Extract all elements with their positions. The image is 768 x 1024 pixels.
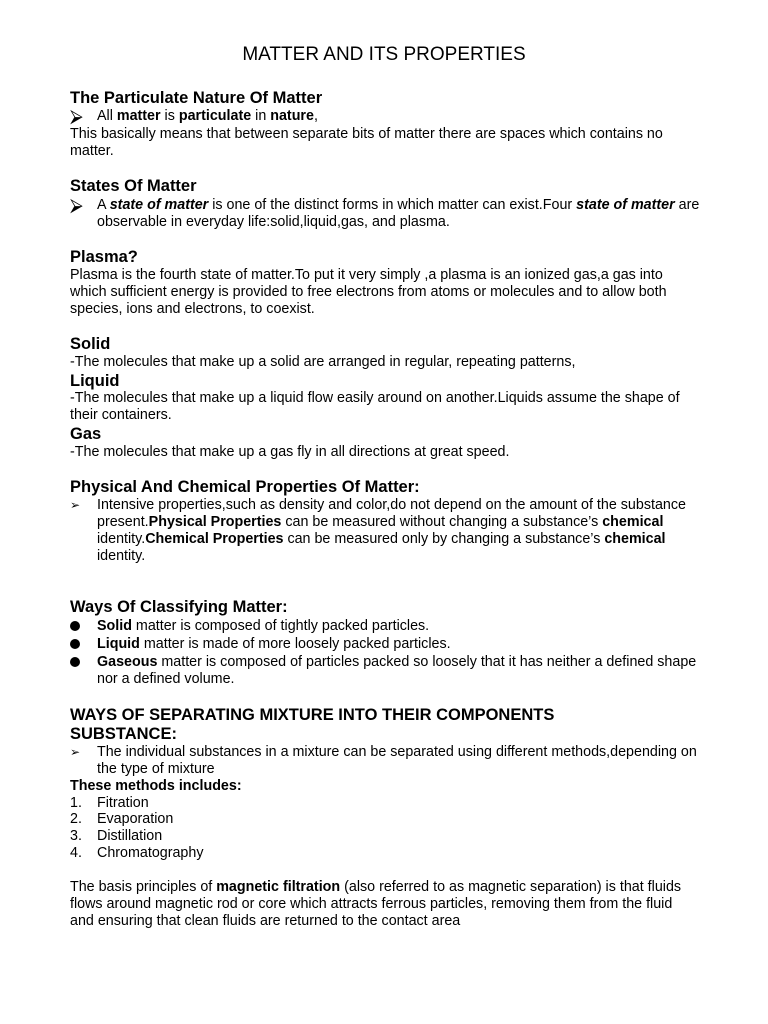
paragraph-liquid: -The molecules that make up a liquid flow easily around on another.Liquids assume the shape of their containers. xyxy=(70,390,680,423)
heading-plasma: Plasma? xyxy=(70,248,138,266)
heading-liquid: Liquid xyxy=(70,372,120,390)
bullet-state-of-matter: ⮚ A state of matter is one of the distinct forms in which matter can exist.Four state of matter are observable in everyday life:solid,liquid,gas, and plasma. xyxy=(70,195,700,230)
paragraph-plasma: Plasma is the fourth state of matter.To put it very simply ,a plasma is an ionized gas,a gas into which sufficient energy is provided to free electrons from atoms or molecules and to allow both species, ions and electrons, to coexist. xyxy=(70,267,667,317)
list-item: 2. Evaporation xyxy=(70,811,174,827)
heading-particulate-nature: The Particulate Nature Of Matter xyxy=(70,89,323,107)
bullet-dot-icon xyxy=(70,657,80,667)
paragraph-particulate: This basically means that between separate bits of matter there are spaces which contains no matter. xyxy=(70,126,663,159)
bullet-dot-icon xyxy=(70,639,80,649)
heading-solid: Solid xyxy=(70,335,111,353)
document-title: MATTER AND ITS PROPERTIES xyxy=(242,44,526,65)
heading-classifying-matter: Ways Of Classifying Matter: xyxy=(70,598,288,616)
arrow-bullet-icon: ➢ xyxy=(70,498,81,512)
methods-label: These methods includes: xyxy=(70,778,242,794)
list-item: 1. Fitration xyxy=(70,795,149,811)
paragraph-magnetic-filtration: The basis principles of magnetic filtration (also referred to as magnetic separation) is that fluids flows around magnetic rod or core which attracts ferrous particles, removing them from the fluid and ensuring that clean fluids are returned to the contact area xyxy=(70,879,682,929)
arrow-bullet-icon: ➢ xyxy=(70,745,81,759)
bullet-dot-icon xyxy=(70,621,80,631)
heading-separating-mixture: WAYS OF SEPARATING MIXTURE INTO THEIR COMPONENTS SUBSTANCE: xyxy=(70,706,555,743)
list-item: Liquid matter is made of more loosely packed particles. xyxy=(70,636,700,653)
bullet-all-matter: ⮚ All matter is particulate in nature, xyxy=(70,106,318,126)
arrow-bullet-icon: ⮚ xyxy=(70,195,83,215)
paragraph-gas: -The molecules that make up a gas fly in all directions at great speed. xyxy=(70,444,510,460)
list-item: 4. Chromatography xyxy=(70,845,204,861)
heading-gas: Gas xyxy=(70,425,102,443)
paragraph-solid: -The molecules that make up a solid are arranged in regular, repeating patterns, xyxy=(70,354,576,370)
heading-physical-chemical: Physical And Chemical Properties Of Matter: xyxy=(70,478,420,496)
bullet-intensive-properties: ➢ Intensive properties,such as density and color,do not depend on the amount of the substance present.Physical Properties can be measured without changing a substance’s chemical identity.Chemical Properties can be measured only by changing a substance’s chemical identity. xyxy=(70,497,686,564)
heading-states-of-matter: States Of Matter xyxy=(70,177,197,195)
list-item: Gaseous matter is composed of particles packed so loosely that it has neither a defined shape nor a defined volume. xyxy=(70,654,700,688)
list-item: Solid matter is composed of tightly packed particles. xyxy=(70,618,700,635)
arrow-bullet-icon: ⮚ xyxy=(70,106,83,126)
list-item: 3. Distillation xyxy=(70,828,163,844)
bullet-individual-substances: ➢ The individual substances in a mixture can be separated using different methods,depending on the type of mixture xyxy=(70,744,697,777)
